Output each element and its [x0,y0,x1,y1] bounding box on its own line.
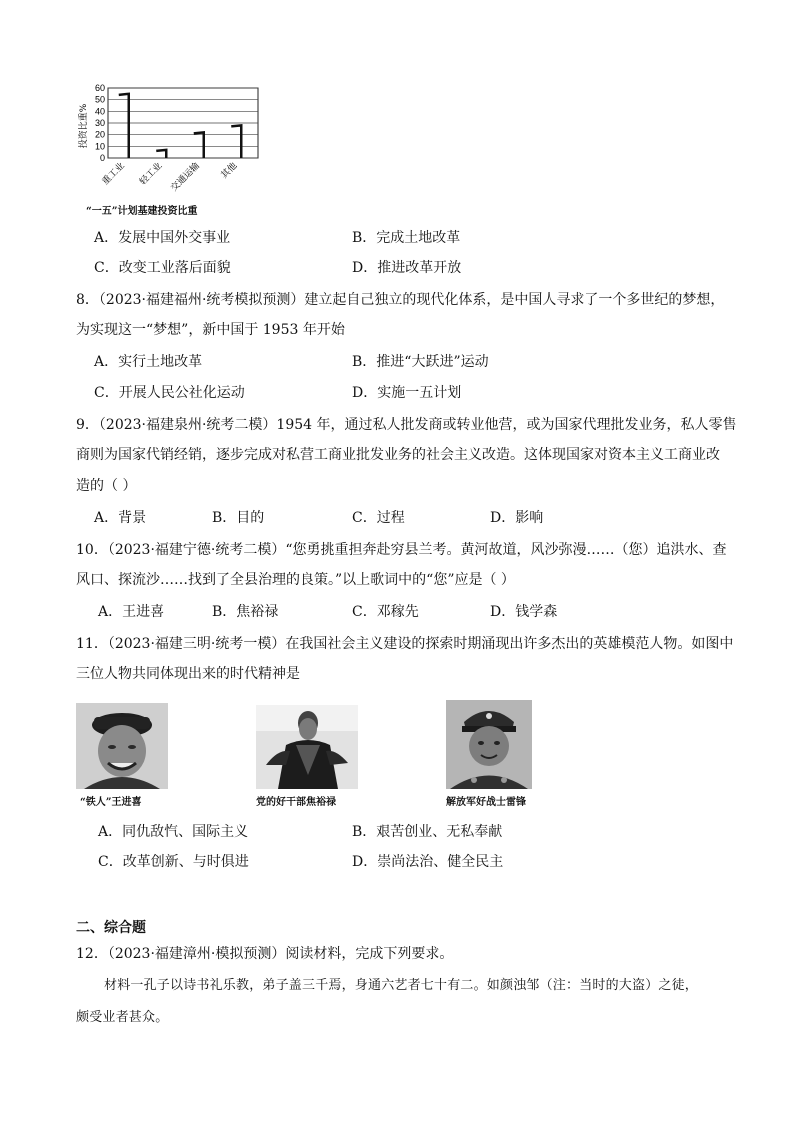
y-tick-label: 0 [99,153,105,163]
q7-option-b[interactable]: B．完成土地改革 [352,230,461,246]
q11-stem-line2: 三位人物共同体现出来的时代精神是 [76,666,300,682]
q7-option-a[interactable]: A．发展中国外交事业 [94,230,231,246]
photo-jiao-yulu [256,705,358,789]
q9-stem-line3: 造的（ ） [76,478,137,494]
q11-option-c[interactable]: C．改革创新、与时俱进 [98,854,249,870]
photo-lei-feng [446,700,532,789]
q9-option-d[interactable]: D．影响 [490,510,544,526]
caption-wang-jinxi: “铁人”王进喜 [80,797,142,808]
x-tick-label: 轻工业 [138,161,165,188]
q10-option-b[interactable]: B．焦裕禄 [212,604,279,620]
q8-option-a[interactable]: A．实行土地改革 [94,354,203,370]
q12-stem-line1: 12．（2023·福建漳州·模拟预测）阅读材料，完成下列要求。 [76,946,454,962]
q11-stem-line1: 11．（2023·福建三明·统考一模）在我国社会主义建设的探索时期涌现出许多杰出的英雄模范人物。如图中 [76,636,734,652]
photo-wang-jinxi [76,703,168,789]
y-tick-label: 10 [94,141,105,152]
q11-option-d[interactable]: D．崇尚法治、健全民主 [352,854,504,870]
q8-option-b[interactable]: B．推进“大跃进”运动 [352,354,489,370]
x-tick-label: 交通运输 [169,161,202,194]
bar-2 [194,132,204,158]
x-tick-label: 重工业 [100,161,127,188]
q10-option-c[interactable]: C．邓稼先 [352,604,419,620]
q12-material-line2: 颇受业者甚众。 [76,1010,169,1025]
chart-ylabel: 投资比重% [79,103,89,149]
q9-option-c[interactable]: C．过程 [352,510,405,526]
caption-lei-feng: 解放军好战士雷锋 [446,797,526,808]
q10-stem-line2: 风口、探流沙……找到了全县治理的良策。”以上歌词中的“您”应是（ ） [76,572,515,588]
q8-option-c[interactable]: C．开展人民公社化运动 [94,385,245,401]
y-tick-label: 20 [94,129,105,140]
q9-stem-line2: 商则为国家代销经销，逐步完成对私营工商业批发业务的社会主义改造。这体现国家对资本主义工商业改 [76,447,720,463]
y-tick-label: 60 [94,83,105,93]
q9-stem-line1: 9．（2023·福建泉州·统考二模）1954 年，通过私人批发商或转业他营，或为国家代理批发业务，私人零售 [76,417,737,433]
caption-jiao-yulu: 党的好干部焦裕禄 [256,797,336,808]
section-heading: 二、综合题 [76,920,146,936]
q9-option-a[interactable]: A．背景 [94,510,147,526]
q7-option-d[interactable]: D．推进改革开放 [352,260,462,276]
y-tick-label: 40 [94,106,105,117]
y-tick-label: 30 [94,118,105,128]
bar-3 [231,125,241,158]
q10-stem-line1: 10．（2023·福建宁德·统考二模）“您勇挑重担奔赴穷县兰考。黄河故道，风沙弥漫……（您）追洪水、查 [76,542,727,558]
q11-option-b[interactable]: B．艰苦创业、无私奉献 [352,824,503,840]
q12-material-line1: 材料一孔子以诗书礼乐教，弟子盖三千焉，身通六艺者七十有二。如颜浊邹（注：当时的大盗）之徒， [104,978,699,993]
q10-option-d[interactable]: D．钱学森 [490,604,558,620]
chart-title: “一五”计划基建投资比重 [86,206,198,217]
q9-option-b[interactable]: B．目的 [212,510,265,526]
x-tick-label: 其他 [219,161,240,181]
q7-option-c[interactable]: C．改变工业落后面貌 [94,260,231,276]
q8-option-d[interactable]: D．实施一五计划 [352,385,462,401]
q8-stem-line2: 为实现这一“梦想”，新中国于 1953 年开始 [76,322,345,338]
q8-stem-line1: 8．（2023·福建福州·统考模拟预测）建立起自己独立的现代化体系，是中国人寻求了一个多世纪的梦想， [76,292,725,308]
q10-option-a[interactable]: A．王进喜 [98,604,165,620]
bar-1 [156,150,166,158]
y-tick-label: 50 [94,94,105,105]
bar-0 [119,94,129,158]
q11-option-a[interactable]: A．同仇敌忾、国际主义 [98,824,249,840]
